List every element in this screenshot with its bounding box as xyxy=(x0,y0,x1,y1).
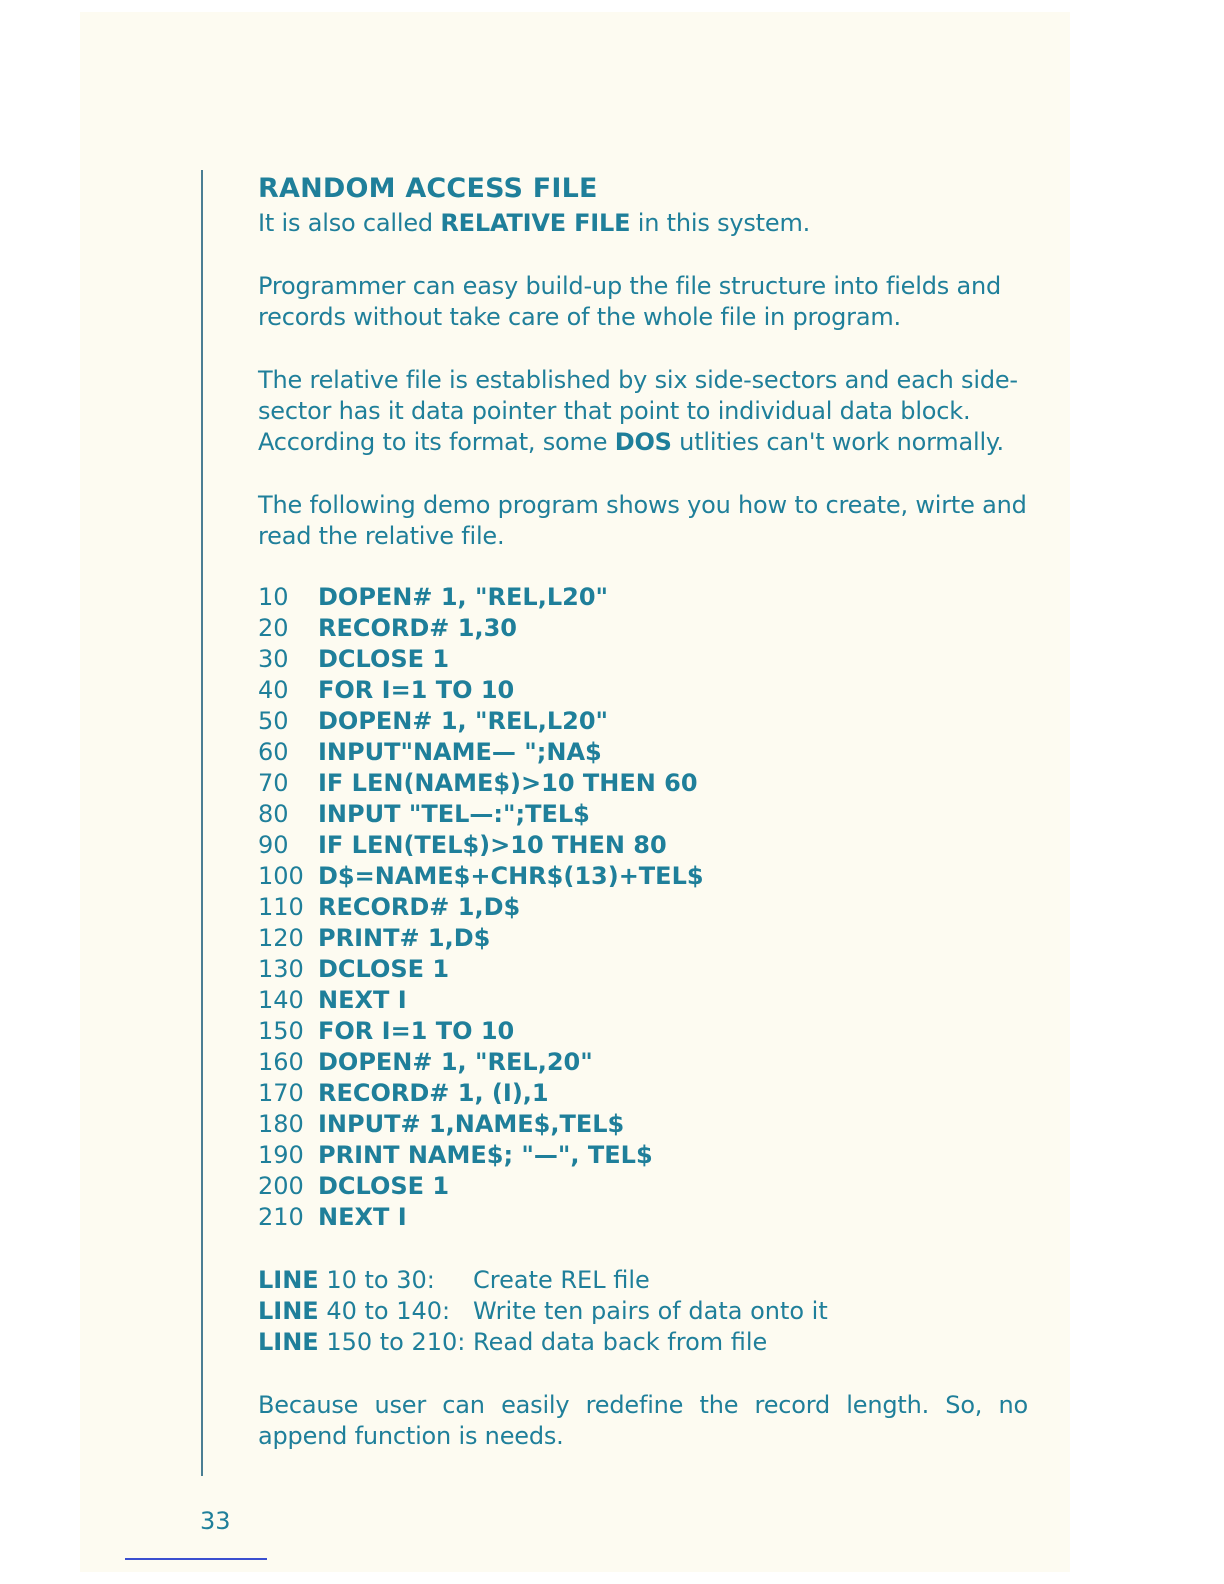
code-statement: PRINT# 1,D$ xyxy=(318,924,491,952)
footer-rule xyxy=(125,1558,267,1560)
code-line xyxy=(258,675,1028,706)
code-statement: NEXT I xyxy=(318,986,407,1014)
section-heading: RANDOM ACCESS FILE xyxy=(258,173,598,204)
code-line xyxy=(258,768,1028,799)
line-number: 130 xyxy=(258,955,304,983)
code-statement: DCLOSE 1 xyxy=(318,955,450,983)
note-label xyxy=(258,1327,473,1358)
code-line xyxy=(258,737,1028,768)
code-line xyxy=(258,861,1028,892)
relative-file-text-end: utlities can't work normally. xyxy=(671,428,1004,456)
note-description: Read data back from file xyxy=(473,1328,768,1356)
line-notes xyxy=(258,1265,1028,1358)
code-statement: NEXT I xyxy=(318,1203,407,1231)
code-line xyxy=(258,1171,1028,1202)
note-description: Create REL file xyxy=(473,1266,650,1294)
intro-paragraph xyxy=(258,208,1028,239)
line-number: 180 xyxy=(258,1110,304,1138)
line-number: 10 xyxy=(258,583,289,611)
code-statement: IF LEN(TEL$)>10 THEN 80 xyxy=(318,831,667,859)
line-number: 150 xyxy=(258,1017,304,1045)
code-statement: D$=NAME$+CHR$(13)+TEL$ xyxy=(318,862,704,890)
code-line xyxy=(258,644,1028,675)
code-line xyxy=(258,954,1028,985)
code-statement: RECORD# 1, (I),1 xyxy=(318,1079,549,1107)
line-number: 160 xyxy=(258,1048,304,1076)
code-line xyxy=(258,1016,1028,1047)
note-keyword: LINE xyxy=(258,1297,319,1325)
note-line xyxy=(258,1265,1028,1296)
code-line xyxy=(258,1140,1028,1171)
code-statement: DOPEN# 1, "REL,20" xyxy=(318,1048,593,1076)
code-line xyxy=(258,923,1028,954)
line-number: 60 xyxy=(258,738,289,766)
code-line xyxy=(258,830,1028,861)
line-number: 190 xyxy=(258,1141,304,1169)
code-line xyxy=(258,1047,1028,1078)
code-statement: RECORD# 1,D$ xyxy=(318,893,521,921)
code-line xyxy=(258,1078,1028,1109)
line-number: 170 xyxy=(258,1079,304,1107)
code-line xyxy=(258,892,1028,923)
line-number: 20 xyxy=(258,614,289,642)
line-number: 70 xyxy=(258,769,289,797)
code-line xyxy=(258,613,1028,644)
code-statement: RECORD# 1,30 xyxy=(318,614,517,642)
closing-paragraph: Because user can easily redefine the record length. So, no append function is needs. xyxy=(258,1391,1028,1450)
code-statement: INPUT# 1,NAME$,TEL$ xyxy=(318,1110,625,1138)
note-keyword: LINE xyxy=(258,1266,319,1294)
code-statement: INPUT "TEL—:";TEL$ xyxy=(318,800,590,828)
code-line xyxy=(258,985,1028,1016)
line-number: 100 xyxy=(258,862,304,890)
paragraph-programmer: Programmer can easy build-up the file structure into fields and records without take care of the whole file in program. xyxy=(258,272,1002,331)
code-statement: DOPEN# 1, "REL,L20" xyxy=(318,583,609,611)
code-listing xyxy=(258,582,1028,1233)
code-statement: INPUT"NAME— ";NA$ xyxy=(318,738,602,766)
spacer xyxy=(258,239,1028,271)
code-statement: FOR I=1 TO 10 xyxy=(318,1017,515,1045)
line-number: 40 xyxy=(258,676,289,704)
line-number: 200 xyxy=(258,1172,304,1200)
note-label xyxy=(258,1296,473,1327)
note-range: 40 to 140: xyxy=(318,1297,451,1325)
page-number: 33 xyxy=(200,1507,231,1535)
line-number: 50 xyxy=(258,707,289,735)
page-content xyxy=(258,170,1028,1452)
code-statement: DCLOSE 1 xyxy=(318,645,450,673)
note-label xyxy=(258,1265,473,1296)
relative-file-text: The relative file is established by six side-sectors and each side-sector has it data pointer that point to individual data block. According to its format, some xyxy=(258,366,1018,456)
line-number: 110 xyxy=(258,893,304,921)
intro-text: It is also called xyxy=(258,209,441,237)
spacer xyxy=(258,333,1028,365)
line-number: 30 xyxy=(258,645,289,673)
intro-text-end: in this system. xyxy=(630,209,811,237)
code-statement: DOPEN# 1, "REL,L20" xyxy=(318,707,609,735)
code-line xyxy=(258,706,1028,737)
note-range: 150 to 210: xyxy=(318,1328,466,1356)
line-number: 120 xyxy=(258,924,304,952)
code-statement: IF LEN(NAME$)>10 THEN 60 xyxy=(318,769,698,797)
note-keyword: LINE xyxy=(258,1328,319,1356)
paragraph-demo-intro: The following demo program shows you how to create, wirte and read the relative file. xyxy=(258,491,1027,550)
note-range: 10 to 30: xyxy=(318,1266,435,1294)
code-line xyxy=(258,1202,1028,1233)
note-line xyxy=(258,1296,1028,1327)
code-statement: PRINT NAME$; "—", TEL$ xyxy=(318,1141,653,1169)
line-number: 80 xyxy=(258,800,289,828)
line-number: 140 xyxy=(258,986,304,1014)
code-line xyxy=(258,582,1028,613)
line-number: 90 xyxy=(258,831,289,859)
line-number: 210 xyxy=(258,1203,304,1231)
intro-bold-term: RELATIVE FILE xyxy=(440,209,631,237)
margin-rule xyxy=(201,170,203,1476)
paragraph-relative-file xyxy=(258,365,1028,458)
code-statement: FOR I=1 TO 10 xyxy=(318,676,515,704)
code-line xyxy=(258,1109,1028,1140)
dos-term: DOS xyxy=(614,428,672,456)
spacer xyxy=(258,458,1028,490)
note-line xyxy=(258,1327,1028,1358)
note-description: Write ten pairs of data onto it xyxy=(473,1297,828,1325)
code-line xyxy=(258,799,1028,830)
code-statement: DCLOSE 1 xyxy=(318,1172,450,1200)
